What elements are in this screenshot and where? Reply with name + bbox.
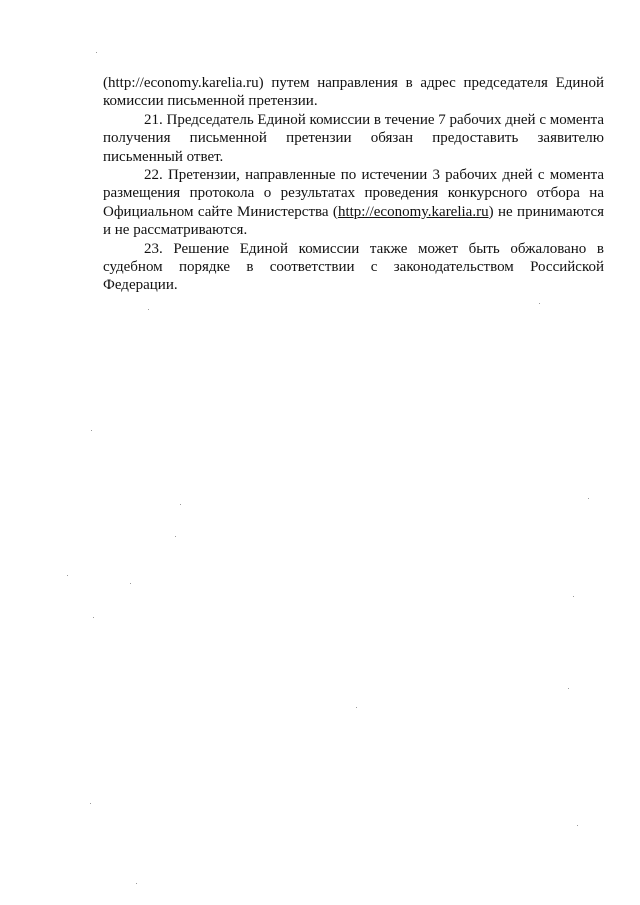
scan-speck [588, 498, 589, 499]
ministry-site-link[interactable]: http://economy.karelia.ru [337, 203, 489, 220]
paragraph-text: 22. Претензии, направленные по истечении 3 рабочих дней с момента размещения протокола о результатах проведения конкурсного отбора на Официальном сайте Министерства ( [103, 167, 604, 220]
scan-speck [175, 536, 176, 537]
scan-speck [130, 583, 131, 584]
scan-speck [91, 430, 92, 431]
paragraph-text: 21. Председатель Единой комиссии в течение 7 рабочих дней с момента получения письменной претензии обязан предоставить заявителю письменный ответ. [103, 111, 605, 165]
scan-speck [573, 596, 574, 597]
scan-speck [136, 883, 137, 884]
scan-speck [90, 803, 91, 804]
scan-speck [67, 575, 68, 576]
paragraph-text: (http://economy.karelia.ru) путем направления в адрес председателя Единой комиссии письменной претензии. [103, 75, 604, 110]
paragraph-item-21 [103, 111, 604, 166]
scan-speck [577, 825, 578, 826]
paragraph-item-23 [103, 240, 604, 295]
scan-speck [568, 688, 569, 689]
paragraph-continuation [103, 74, 604, 111]
paragraph-item-22 [103, 166, 604, 240]
scan-speck [148, 309, 149, 310]
scan-speck [539, 303, 540, 304]
paragraph-text: 23. Решение Единой комиссии также может быть обжаловано в судебном порядке в соответствии с законодательством Российской Федерации. [103, 240, 604, 294]
document-body [103, 74, 604, 295]
scan-speck [93, 617, 94, 618]
scan-speck [96, 52, 97, 53]
paragraph-text: ) не принимаются и не рассматриваются. [103, 203, 605, 239]
scan-speck [356, 707, 357, 708]
scan-speck [180, 504, 181, 505]
